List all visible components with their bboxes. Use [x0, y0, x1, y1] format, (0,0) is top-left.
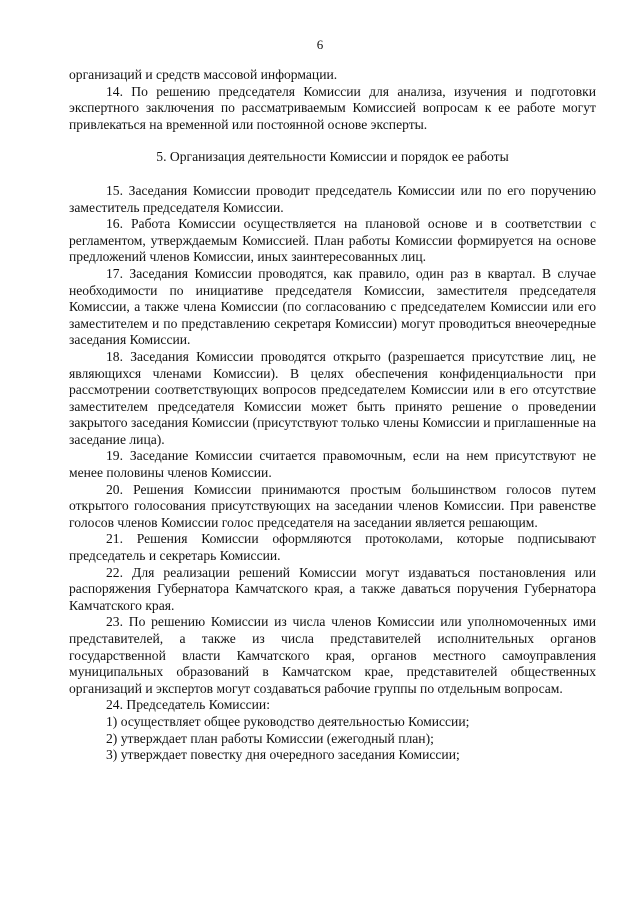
paragraph-21: 21. Решения Комиссии оформляются протоколами, которые подписывают председатель и секретарь Комиссии.: [69, 531, 596, 564]
paragraph-16: 16. Работа Комиссии осуществляется на плановой основе и в соответствии с регламентом, утверждаемым Комиссией. План работы Комиссии формируется на основе предложений членов Комиссии, иных заинтересованных лиц.: [69, 216, 596, 265]
paragraph-continuation: организаций и средств массовой информации.: [69, 67, 338, 82]
paragraph-19: 19. Заседание Комиссии считается правомочным, если на нем присутствуют не менее половины членов Комиссии.: [69, 448, 596, 481]
paragraph-15: 15. Заседания Комиссии проводит председатель Комиссии или по его поручению заместитель председателя Комиссии.: [69, 182, 596, 215]
paragraph-24: 24. Председатель Комиссии:: [106, 697, 270, 713]
document-body: [69, 67, 596, 764]
paragraph-23: 23. По решению Комиссии из числа членов Комиссии или уполномоченных ими представителей, а также из числа представителей исполнительных органов государственной власти Камчатского края, органов местного самоуправления муниципальных образований в Камчатском крае, представителей общественных организаций и экспертов могут создаваться рабочие группы по отдельным вопросам.: [69, 614, 596, 696]
paragraph-20: 20. Решения Комиссии принимаются простым большинством голосов путем открытого голосования присутствующих на заседании членов Комиссии. При равенстве голосов членов Комиссии голос председателя на заседании является решающим.: [69, 481, 596, 530]
list-item-2: 2) утверждает план работы Комиссии (ежегодный план);: [106, 730, 434, 746]
list-item-3: 3) утверждает повестку дня очередного заседания Комиссии;: [106, 747, 460, 763]
paragraph-17: 17. Заседания Комиссии проводятся, как правило, один раз в квартал. В случае необходимости по инициативе председателя Комиссии, заместителя председателя Комиссии, а также члена Комиссии (по согласованию с председателем Комиссии или его заместителем и по представлению секретаря Комиссии) могут проводиться внеочередные заседания Комиссии.: [69, 265, 596, 348]
section-heading: 5. Организация деятельности Комиссии и порядок ее работы: [156, 149, 509, 165]
paragraph-14: 14. По решению председателя Комиссии для анализа, изучения и подготовки экспертного заключения по рассматриваемым Комиссией вопросам к ее работе могут привлекаться на временной или постоянной основе эксперты.: [69, 83, 596, 132]
list-item-1: 1) осуществляет общее руководство деятельностью Комиссии;: [106, 713, 470, 729]
paragraph-18: 18. Заседания Комиссии проводятся открыто (разрешается присутствие лиц, не являющихся членами Комиссии). В целях обеспечения конфиденциальности при рассмотрении соответствующих вопросов председателем Комиссии или в его отсутствие заместителем председателя Комиссии может быть принято решение о проведении закрытого заседания Комиссии (присутствуют только члены Комиссии и приглашенные на заседание лица).: [69, 348, 596, 447]
paragraph-22: 22. Для реализации решений Комиссии могут издаваться постановления или распоряжения Губернатора Камчатского края, а также даваться поручения Губернатора Камчатского края.: [69, 564, 596, 613]
page-number: 6: [316, 37, 324, 52]
